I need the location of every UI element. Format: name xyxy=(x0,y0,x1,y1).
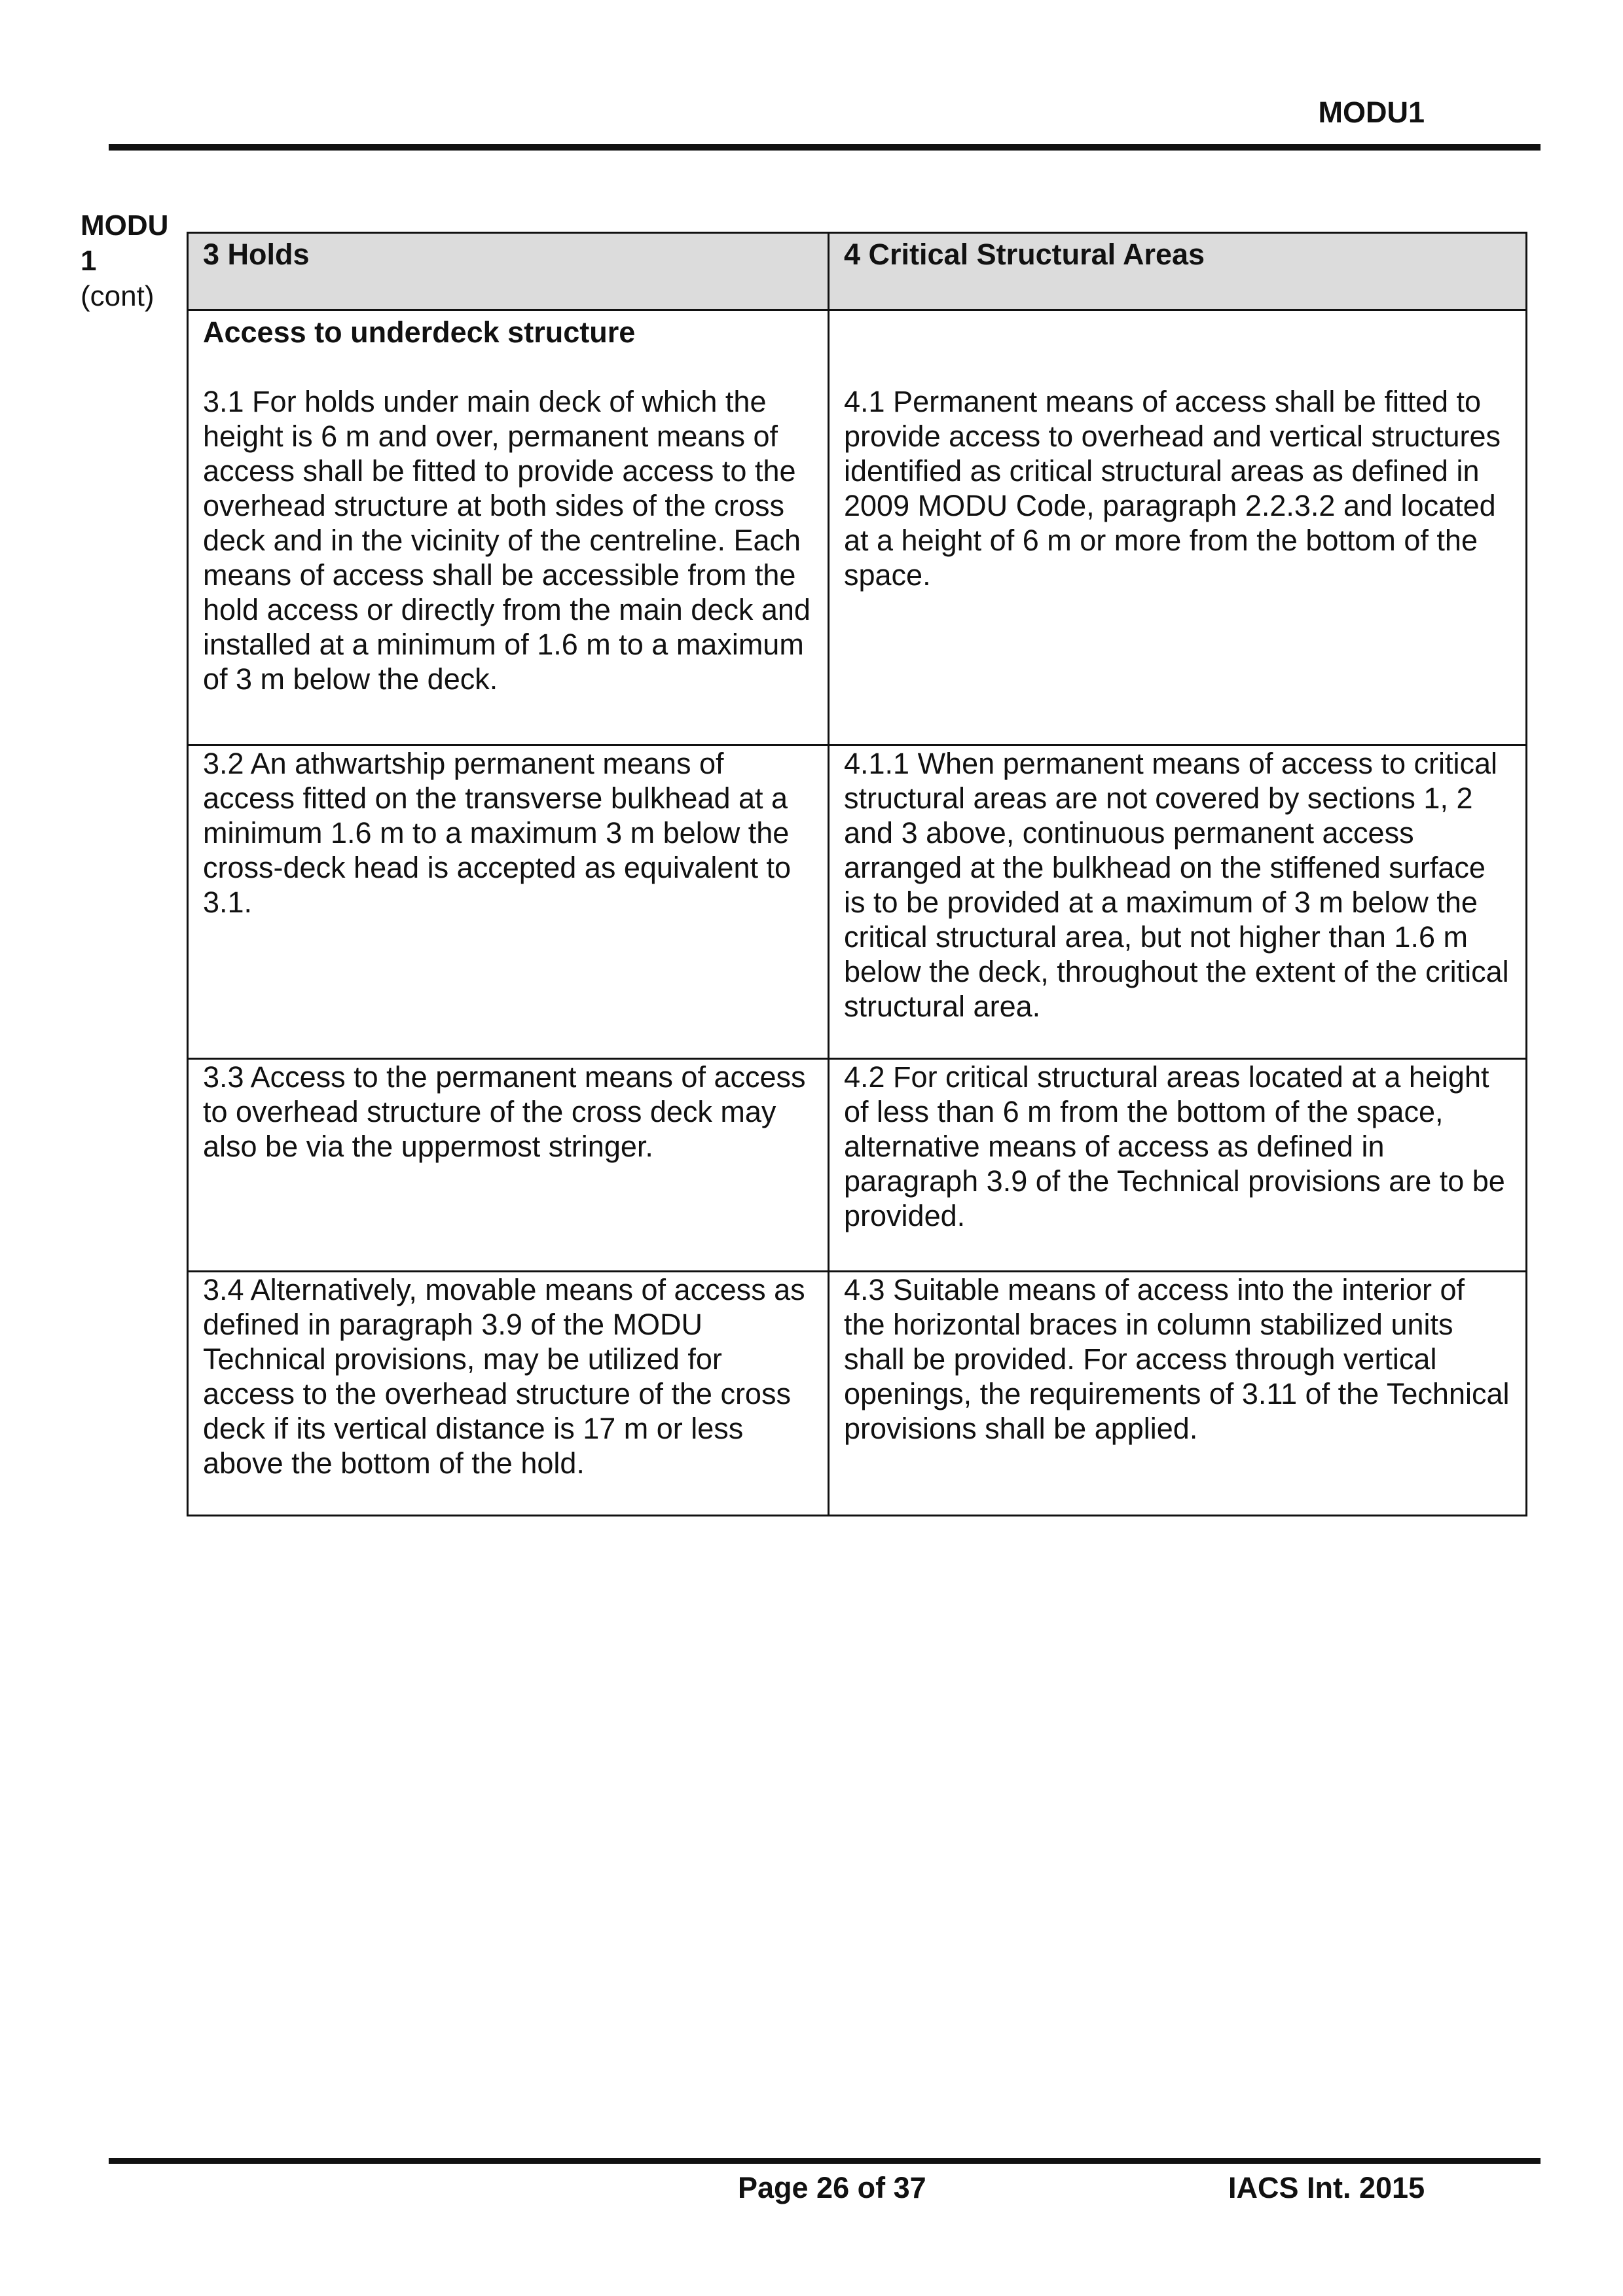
footer-organization: IACS Int. 2015 xyxy=(1228,2171,1425,2204)
side-label-line2: 1 xyxy=(81,245,97,277)
page-number: Page 26 of 37 xyxy=(738,2171,926,2204)
side-label-line1: MODU xyxy=(81,209,169,242)
table-row xyxy=(188,1059,1527,1272)
paragraph-4-1: 4.1 Permanent means of access shall be fitted to provide access to overhead and vertical structures identified as critical structural areas as defined in 2009 MODU Code, paragraph 2.2.3.2 and located at a height of 6 m or more from the bottom of the space. xyxy=(844,385,1501,592)
page-header-title: MODU1 xyxy=(1318,96,1425,129)
paragraph-3-1: 3.1 For holds under main deck of which the height is 6 m and over, permanent means of access shall be fitted to provide access to the overhead structure at both sides of the cross deck and in the vicinity of the centreline. Each means of access shall be accessible from the hold access or directly from the main deck and installed at a minimum of 1.6 m to a maximum of 3 m below the deck. xyxy=(203,385,811,696)
footer-rule xyxy=(109,2158,1541,2164)
table-row xyxy=(188,310,1527,745)
header-cell-critical-areas: 4 Critical Structural Areas xyxy=(829,233,1527,310)
table-row xyxy=(188,745,1527,1059)
paragraph-4-1-1: 4.1.1 When permanent means of access to critical structural areas are not covered by sections 1, 2 and 3 above, continuous permanent access arranged at the bulkhead on the stiffened surface is to be provided at a maximum of 3 m below the critical structural area, but not higher than 1.6 m below the deck, throughout the extent of the critical structural area. xyxy=(829,745,1527,1059)
paragraph-3-4: 3.4 Alternatively, movable means of access as defined in paragraph 3.9 of the MODU Technical provisions, may be utilized for access to the overhead structure of the cross deck if its vertical distance is 17 m or less above the bottom of the hold. xyxy=(188,1272,829,1516)
section-subtitle: Access to underdeck structure xyxy=(203,315,636,349)
table-row xyxy=(188,1272,1527,1516)
side-label-line3: (cont) xyxy=(81,280,155,312)
table-header-row xyxy=(188,233,1527,310)
paragraph-4-3: 4.3 Suitable means of access into the interior of the horizontal braces in column stabilized units shall be provided. For access through vertical openings, the requirements of 3.11 of the Technical provisions shall be applied. xyxy=(829,1272,1527,1516)
paragraph-3-3: 3.3 Access to the permanent means of access to overhead structure of the cross deck may also be via the uppermost stringer. xyxy=(188,1059,829,1272)
paragraph-4-2: 4.2 For critical structural areas located at a height of less than 6 m from the bottom of the space, alternative means of access as defined in paragraph 3.9 of the Technical provisions are to be provided. xyxy=(829,1059,1527,1272)
paragraph-3-2: 3.2 An athwartship permanent means of access fitted on the transverse bulkhead at a minimum 1.6 m to a maximum 3 m below the cross-deck head is accepted as equivalent to 3.1. xyxy=(188,745,829,1059)
table-cell-right xyxy=(829,310,1527,745)
header-cell-holds: 3 Holds xyxy=(188,233,829,310)
header-rule xyxy=(109,144,1541,151)
cell-spacer xyxy=(844,315,1512,384)
requirements-table xyxy=(187,232,1527,1516)
table-cell-left xyxy=(188,310,829,745)
side-label xyxy=(81,208,179,314)
